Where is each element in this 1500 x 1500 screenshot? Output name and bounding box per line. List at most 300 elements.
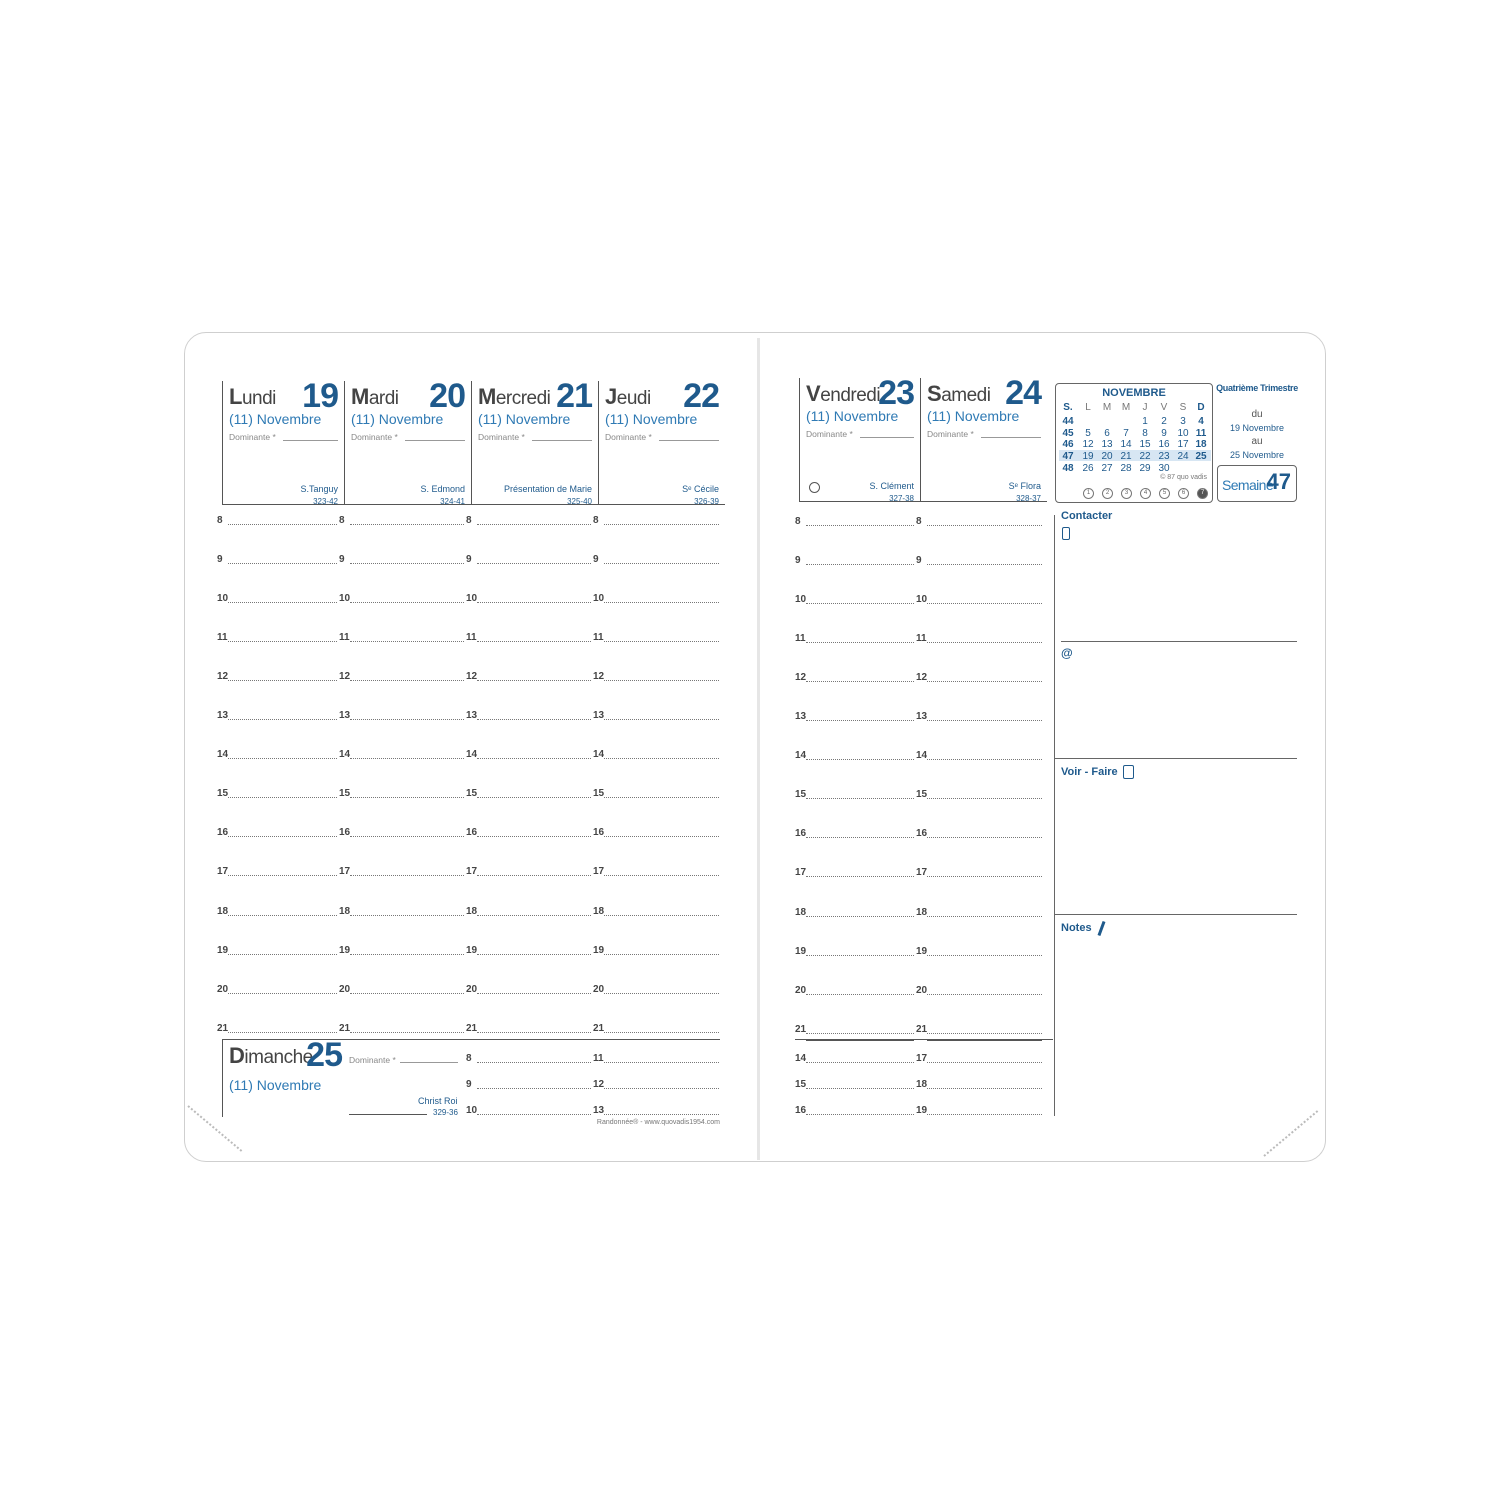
hour-line[interactable] [604, 680, 719, 681]
mini-calendar-day: 47 [1062, 451, 1074, 463]
hour-label: 9 [466, 1079, 472, 1090]
hour-label: 11 [339, 632, 350, 644]
hour-label: 12 [593, 1079, 605, 1090]
hour-line[interactable] [604, 836, 719, 837]
hour-line[interactable] [477, 1032, 591, 1033]
hour-label: 18 [593, 905, 605, 917]
hour-line[interactable] [927, 1114, 1042, 1115]
hour-label: 19 [795, 945, 807, 957]
mini-calendar-day: 3 [1180, 416, 1186, 427]
hour-label: 8 [593, 515, 599, 526]
hour-line[interactable] [350, 641, 464, 642]
hour-label: 13 [339, 710, 351, 722]
day-number: 21 [556, 377, 592, 415]
day-header-lundi[interactable] [222, 377, 344, 506]
day-of-year: 325-40 [567, 497, 592, 506]
mini-calendar-day: 5 [1085, 427, 1091, 439]
hour-label: 11 [466, 632, 477, 644]
day-dominante: Dominante * [478, 432, 525, 442]
day-of-year: 323-42 [313, 497, 338, 506]
hour-label: 20 [466, 983, 478, 995]
hour-line[interactable] [350, 993, 464, 994]
hour-line[interactable] [350, 602, 464, 603]
hour-line[interactable] [604, 563, 719, 564]
hour-label: 8 [466, 1053, 472, 1064]
hour-label: 15 [217, 788, 229, 800]
contacter-title: Contacter [1061, 510, 1113, 522]
hour-line[interactable] [477, 836, 591, 837]
hour-line[interactable] [350, 836, 464, 837]
hour-line[interactable] [477, 719, 591, 720]
hour-label: 17 [466, 866, 478, 878]
mini-calendar-day: 48 [1062, 462, 1074, 474]
hour-line[interactable] [477, 1114, 591, 1115]
hour-label: 14 [795, 1053, 807, 1064]
contacter-divider [1061, 641, 1297, 642]
day-name: Lundi [229, 384, 276, 409]
day-name: Mercredi [478, 384, 551, 409]
mini-calendar-day: 14 [1120, 439, 1132, 451]
mini-calendar-day: 24 [1177, 451, 1189, 463]
sunday-dominante-line [400, 1062, 458, 1063]
hour-line[interactable] [477, 563, 591, 564]
hour-line[interactable] [604, 719, 719, 720]
clipboard-icon [1123, 765, 1134, 779]
hour-label: 10 [466, 1105, 478, 1116]
day-of-year: 324-41 [440, 497, 465, 506]
hour-line[interactable] [604, 602, 719, 603]
day-saint: S. Edmond [420, 484, 465, 494]
day-month: (11) Novembre [927, 408, 1020, 424]
day-number: 25 [306, 1036, 342, 1074]
day-month: (11) Novembre [478, 411, 571, 427]
hour-line[interactable] [806, 1088, 914, 1089]
hour-label: 8 [795, 516, 801, 527]
contacter-bottom [1055, 758, 1297, 759]
day-name: Dimanche [229, 1043, 313, 1068]
hour-line[interactable] [604, 993, 719, 994]
hour-line[interactable] [350, 758, 464, 759]
hour-line[interactable] [228, 993, 337, 994]
hour-label: 16 [916, 828, 928, 840]
day-saint: Sᵉ Cécile [682, 484, 719, 494]
hour-label: 10 [217, 593, 229, 605]
hour-line[interactable] [228, 875, 337, 876]
hour-line[interactable] [927, 681, 1042, 682]
day-header-jeudi[interactable] [598, 377, 725, 506]
week-label: Semaine [1222, 477, 1274, 493]
hour-line[interactable] [228, 836, 337, 837]
hour-label: 18 [916, 1079, 928, 1090]
day-saint: Présentation de Marie [503, 484, 592, 494]
hour-line[interactable] [604, 954, 719, 955]
hour-line[interactable] [477, 993, 591, 994]
mini-calendar-day: 21 [1120, 451, 1132, 463]
hour-label: 15 [916, 789, 928, 801]
hour-line[interactable] [350, 915, 464, 916]
day-header-sunday[interactable] [222, 1036, 348, 1117]
day-header-mardi[interactable] [344, 377, 471, 506]
hour-line[interactable] [604, 915, 719, 916]
mini-calendar-header: L [1085, 402, 1091, 413]
hour-line[interactable] [806, 1033, 914, 1034]
hour-label: 19 [466, 944, 478, 956]
hour-line[interactable] [228, 758, 337, 759]
hour-label: 17 [916, 1053, 928, 1064]
hour-label: 11 [593, 632, 604, 644]
mini-calendar-day: 13 [1101, 439, 1113, 451]
day-month: (11) Novembre [229, 411, 322, 427]
hour-label: 14 [593, 749, 605, 761]
hour-label: 20 [593, 983, 605, 995]
mini-calendar-header: J [1142, 402, 1148, 413]
hour-label: 15 [339, 788, 351, 800]
hour-line[interactable] [477, 915, 591, 916]
hour-label: 17 [795, 867, 807, 879]
hour-line[interactable] [228, 954, 337, 955]
hour-line[interactable] [806, 720, 914, 721]
hour-label: 13 [217, 710, 229, 722]
mini-calendar-day: 10 [1177, 427, 1189, 439]
hour-line[interactable] [806, 916, 914, 917]
hour-label: 8 [217, 515, 223, 526]
mini-calendar-day: 18 [1195, 439, 1207, 451]
weekday-dot: 3 [1121, 488, 1132, 499]
mini-calendar-day: 27 [1101, 462, 1113, 474]
hour-label: 11 [217, 632, 228, 644]
day-header-vendredi[interactable] [799, 374, 920, 503]
hour-label: 16 [593, 827, 605, 839]
week-box [1217, 465, 1297, 502]
hour-label: 13 [593, 710, 605, 722]
week-number: 47 [1266, 469, 1291, 494]
mini-calendar-day: 30 [1158, 462, 1170, 474]
hour-line[interactable] [806, 759, 914, 760]
sunday-top-line [348, 1039, 720, 1040]
mini-calendar-day: 26 [1082, 462, 1094, 474]
hour-label: 14 [916, 750, 928, 762]
trimestre-title: Quatrième Trimestre [1216, 383, 1298, 393]
sunday-daynum: 329-36 [433, 1108, 458, 1117]
hour-line[interactable] [228, 641, 337, 642]
hour-line[interactable] [927, 759, 1042, 760]
sunday-saint-line [349, 1114, 427, 1115]
hour-line[interactable] [477, 1062, 591, 1063]
hour-label: 17 [593, 866, 605, 878]
hour-line[interactable] [604, 1062, 719, 1063]
hour-line[interactable] [806, 955, 914, 956]
hour-line[interactable] [477, 954, 591, 955]
hour-line[interactable] [477, 602, 591, 603]
day-month: (11) Novembre [605, 411, 698, 427]
email-title: @ [1061, 646, 1073, 660]
day-dominante: Dominante * [351, 432, 398, 442]
day-number: 23 [878, 374, 914, 412]
day-number: 19 [302, 377, 338, 415]
hour-label: 10 [339, 593, 351, 605]
day-name: Mardi [351, 384, 399, 409]
hour-label: 12 [916, 672, 928, 684]
hour-line[interactable] [927, 603, 1042, 604]
hour-line[interactable] [806, 837, 914, 838]
day-number: 24 [1005, 374, 1041, 412]
mini-calendar-day: 16 [1158, 439, 1170, 451]
hour-line[interactable] [927, 1088, 1042, 1089]
hour-line[interactable] [927, 1033, 1042, 1034]
weekday-dot: 4 [1140, 488, 1151, 499]
hour-label: 8 [339, 515, 345, 526]
hour-line[interactable] [806, 876, 914, 877]
hour-label: 17 [916, 867, 928, 879]
day-of-year: 328-37 [1016, 494, 1041, 503]
hour-label: 8 [916, 516, 922, 527]
hour-line[interactable] [477, 524, 591, 525]
hour-line[interactable] [806, 1062, 914, 1063]
hour-label: 14 [217, 749, 229, 761]
hour-line[interactable] [927, 564, 1042, 565]
hour-line[interactable] [477, 797, 591, 798]
hour-label: 13 [916, 711, 928, 723]
hour-line[interactable] [477, 1088, 591, 1089]
mini-calendar-day: 2 [1161, 416, 1167, 427]
hour-label: 13 [466, 710, 478, 722]
hour-label: 19 [339, 944, 351, 956]
hour-line[interactable] [350, 524, 464, 525]
dominante-line [283, 440, 338, 441]
hour-line[interactable] [806, 798, 914, 799]
mini-calendar-day: 4 [1198, 416, 1204, 427]
mini-calendar-day: 29 [1139, 462, 1151, 474]
hour-line[interactable] [228, 563, 337, 564]
hour-label: 9 [795, 555, 801, 567]
hour-label: 9 [339, 554, 345, 566]
circle-icon [809, 482, 820, 493]
mini-calendar-day: 20 [1101, 451, 1113, 463]
trimestre-du: du [1251, 409, 1263, 420]
hour-line[interactable] [806, 603, 914, 604]
hour-label: 9 [916, 555, 922, 567]
hour-line[interactable] [228, 524, 337, 525]
dominante-line [405, 440, 465, 441]
mini-calendar-header: D [1197, 402, 1205, 413]
hour-line[interactable] [927, 837, 1042, 838]
day-number: 22 [683, 377, 719, 415]
hour-label: 18 [466, 905, 478, 917]
day-saint: Sᵉ Flora [1008, 481, 1041, 491]
hour-line[interactable] [228, 797, 337, 798]
mini-calendar-header: V [1160, 402, 1168, 413]
trimestre-from: 19 Novembre [1229, 423, 1285, 433]
day-dominante: Dominante * [605, 432, 652, 442]
hour-line[interactable] [927, 798, 1042, 799]
hour-line[interactable] [927, 642, 1042, 643]
saturday-bottom-line [795, 1039, 1053, 1040]
hour-line[interactable] [806, 994, 914, 995]
hour-label: 19 [916, 945, 928, 957]
page-fold [757, 338, 760, 1160]
hour-label: 16 [339, 827, 351, 839]
mini-calendar [1055, 383, 1213, 503]
hour-line[interactable] [350, 719, 464, 720]
hour-line[interactable] [228, 719, 337, 720]
day-month: (11) Novembre [229, 1077, 322, 1093]
day-dominante: Dominante * [806, 429, 853, 439]
day-of-year: 327-38 [889, 494, 914, 503]
day-saint: S.Tanguy [300, 484, 338, 494]
side-column-border [1054, 515, 1055, 1116]
hour-line[interactable] [228, 602, 337, 603]
weekday-dot: 5 [1159, 488, 1170, 499]
mini-calendar-copyright: © 87 quo vadis [1160, 474, 1207, 481]
hour-label: 18 [916, 906, 928, 918]
hour-label: 10 [916, 594, 928, 606]
hour-line[interactable] [927, 525, 1042, 526]
phone-icon [1062, 527, 1070, 540]
weekday-dot: 1 [1083, 488, 1094, 499]
hour-label: 8 [466, 515, 472, 526]
hour-line[interactable] [806, 642, 914, 643]
hour-label: 16 [795, 1105, 807, 1116]
notes-title: Notes [1061, 922, 1092, 934]
dominante-line [532, 440, 592, 441]
weekday-dot: 7 [1197, 488, 1208, 499]
day-month: (11) Novembre [806, 408, 899, 424]
hour-label: 10 [795, 594, 807, 606]
hour-label: 19 [217, 944, 229, 956]
mini-calendar-header: M [1102, 402, 1112, 413]
mini-calendar-title: NOVEMBRE [1102, 387, 1166, 399]
hour-label: 12 [795, 672, 807, 684]
hour-line[interactable] [806, 681, 914, 682]
hour-label: 20 [339, 983, 351, 995]
mini-calendar-day: 46 [1062, 439, 1074, 451]
day-of-year: 326-39 [694, 497, 719, 506]
hour-line[interactable] [228, 680, 337, 681]
hour-line[interactable] [228, 1032, 337, 1033]
hour-line[interactable] [927, 876, 1042, 877]
hour-line[interactable] [604, 758, 719, 759]
weekday-dot: 6 [1178, 488, 1189, 499]
hour-label: 18 [217, 905, 229, 917]
hour-line[interactable] [477, 758, 591, 759]
hour-label: 11 [795, 633, 806, 645]
trimestre-au: au [1251, 436, 1263, 447]
hour-label: 12 [466, 671, 478, 683]
day-dominante: Dominante * [229, 432, 276, 442]
day-header-samedi[interactable] [920, 374, 1047, 503]
hour-line[interactable] [806, 564, 914, 565]
hour-label: 18 [339, 905, 351, 917]
hour-label: 19 [916, 1105, 928, 1116]
hour-line[interactable] [477, 875, 591, 876]
hour-label: 21 [339, 1022, 351, 1034]
hour-label: 14 [339, 749, 351, 761]
hour-line[interactable] [350, 563, 464, 564]
hour-line[interactable] [806, 525, 914, 526]
day-name: Vendredi [806, 381, 881, 406]
footer-credit: Randonnée® - www.quovadis1954.com [596, 1119, 720, 1126]
hour-label: 16 [466, 827, 478, 839]
hour-line[interactable] [604, 1032, 719, 1033]
hour-label: 20 [795, 984, 807, 996]
mini-calendar-day: 44 [1062, 416, 1074, 427]
mini-calendar-day: 23 [1158, 451, 1170, 463]
hour-line[interactable] [927, 994, 1042, 995]
hour-label: 19 [593, 944, 605, 956]
hour-label: 21 [593, 1022, 605, 1034]
hour-line[interactable] [350, 954, 464, 955]
hour-label: 21 [795, 1023, 807, 1035]
hour-label: 16 [795, 828, 807, 840]
hour-line[interactable] [604, 1088, 719, 1089]
hour-line[interactable] [927, 916, 1042, 917]
hour-label: 14 [466, 749, 478, 761]
hour-label: 17 [217, 866, 229, 878]
mini-calendar-day: 12 [1082, 439, 1094, 451]
hour-label: 18 [795, 906, 807, 918]
hour-line[interactable] [927, 1062, 1042, 1063]
day-month: (11) Novembre [351, 411, 444, 427]
hour-line[interactable] [477, 641, 591, 642]
hour-line[interactable] [927, 720, 1042, 721]
hour-line[interactable] [477, 680, 591, 681]
hour-label: 10 [466, 593, 478, 605]
mini-calendar-day: 6 [1104, 427, 1110, 439]
hour-line[interactable] [228, 915, 337, 916]
hour-line[interactable] [927, 955, 1042, 956]
hour-label: 13 [795, 711, 807, 723]
day-name: Samedi [927, 381, 991, 406]
day-number: 20 [429, 377, 465, 415]
hour-line[interactable] [604, 875, 719, 876]
hour-label: 11 [593, 1053, 604, 1064]
day-dominante: Dominante * [927, 429, 974, 439]
hour-line[interactable] [604, 1114, 719, 1115]
hour-label: 9 [593, 554, 599, 566]
hour-label: 9 [466, 554, 472, 566]
hour-line[interactable] [350, 1032, 464, 1033]
hour-label: 21 [217, 1022, 229, 1034]
voir-faire-bottom [1055, 914, 1297, 915]
hour-line[interactable] [604, 641, 719, 642]
hour-label: 21 [916, 1023, 928, 1035]
hour-label: 12 [593, 671, 605, 683]
hour-line[interactable] [350, 875, 464, 876]
hour-label: 12 [217, 671, 229, 683]
mini-calendar-day: 8 [1142, 427, 1148, 439]
trimestre-to: 25 Novembre [1229, 450, 1285, 460]
sunday-dominante: Dominante * [349, 1055, 396, 1065]
mini-calendar-day: 11 [1195, 427, 1207, 439]
hour-label: 14 [795, 750, 807, 762]
mini-calendar-day: 7 [1123, 427, 1129, 439]
hour-line[interactable] [350, 680, 464, 681]
mini-calendar-day: 28 [1120, 462, 1132, 474]
hour-line[interactable] [604, 524, 719, 525]
hour-label: 15 [795, 1079, 807, 1090]
hour-line[interactable] [604, 797, 719, 798]
hour-line[interactable] [350, 797, 464, 798]
day-header-mercredi[interactable] [471, 377, 598, 506]
mini-calendar-header: S. [1063, 402, 1073, 413]
hour-label: 15 [466, 788, 478, 800]
hour-label: 17 [339, 866, 351, 878]
mini-calendar-day: 9 [1161, 427, 1167, 439]
day-saint: S. Clément [869, 481, 914, 491]
sunday-saint: Christ Roi [418, 1096, 458, 1106]
hour-label: 10 [593, 593, 605, 605]
hour-line[interactable] [806, 1114, 914, 1115]
